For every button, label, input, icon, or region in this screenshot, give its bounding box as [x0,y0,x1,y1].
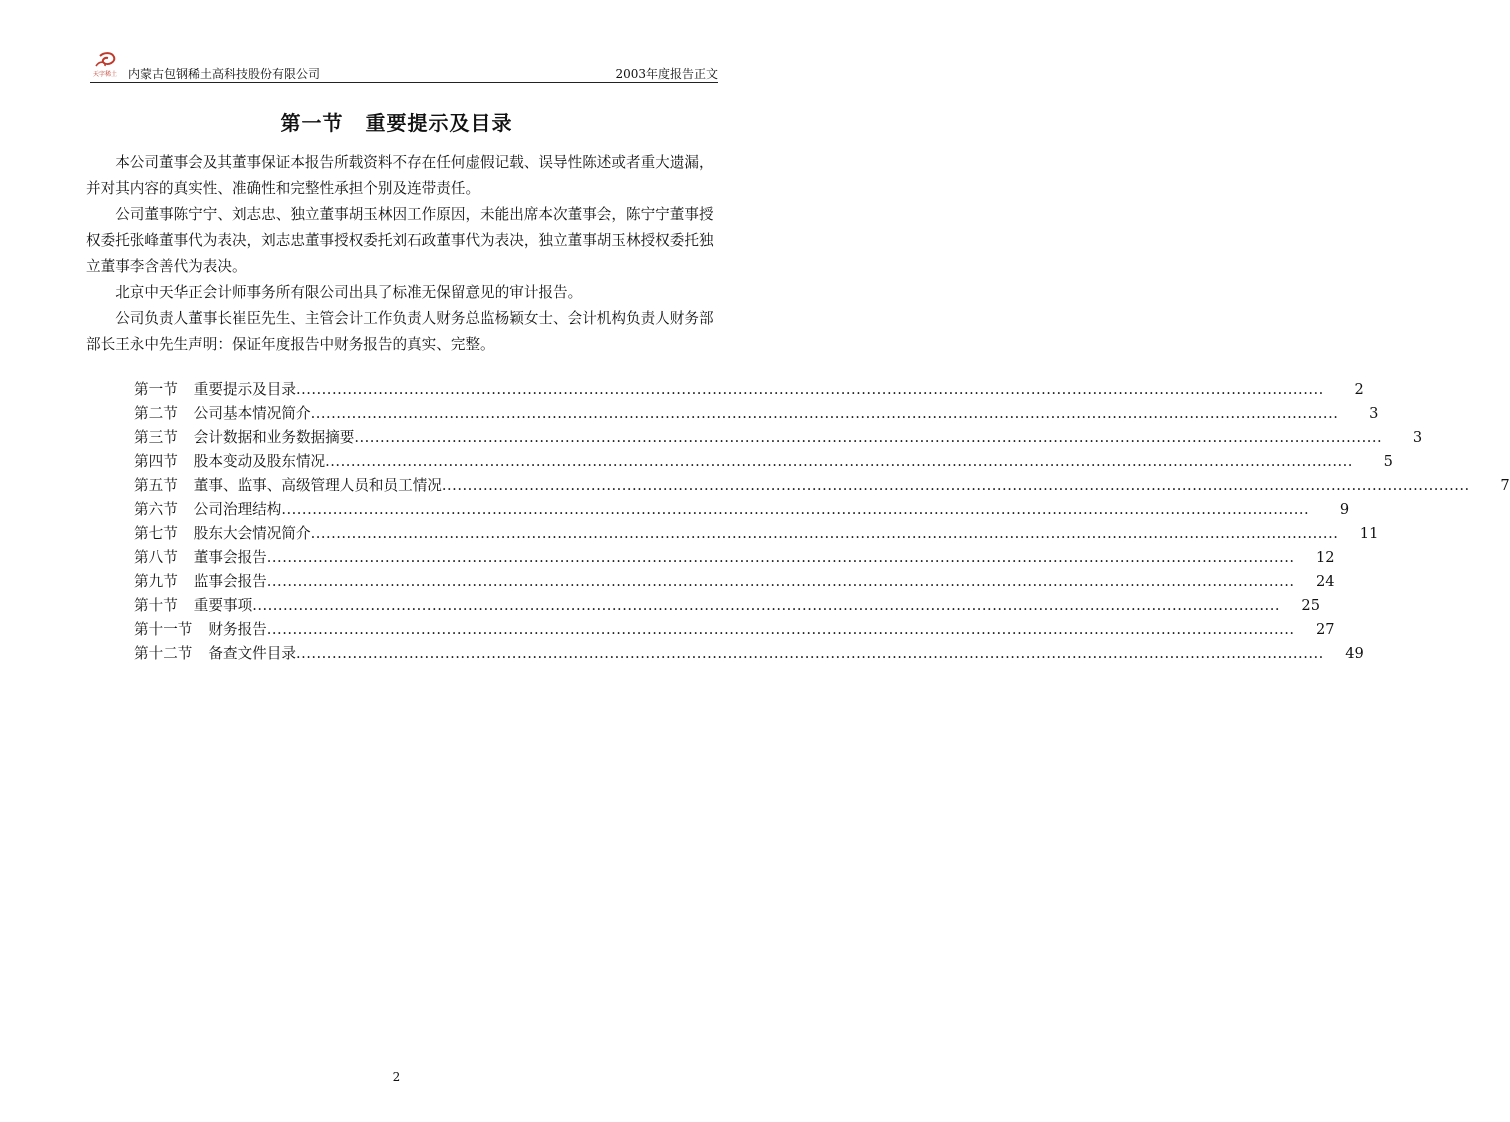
notice-paragraph: 公司董事陈宁宁、刘志忠、独立董事胡玉林因工作原因，未能出席本次董事会，陈宁宁董事授权委托张峰董事代为表决，刘志忠董事授权委托刘石政董事代为表决，独立董事胡玉林授权委托独立董事李含善代为表决。 [86,206,714,275]
toc-leader: ........................................................................................................................................................................................................ [281,501,1310,518]
toc-section: 第五节 [134,477,178,494]
toc-row[interactable] [134,546,1335,570]
toc-row[interactable] [134,594,1320,618]
toc-page: 2 [1354,381,1364,398]
toc-section: 第十一节 [134,621,193,638]
company-name: 内蒙古包钢稀土高科技股份有限公司 [128,67,321,81]
toc-title: 股本变动及股东情况 [193,453,326,470]
toc-page: 12 [1316,549,1335,566]
toc-section: 第八节 [134,549,178,566]
notice-paragraph: 公司负责人董事长崔臣先生、主管会计工作负责人财务总监杨颖女士、会计机构负责人财务部部长王永中先生声明：保证年度报告中财务报告的真实、完整。 [86,310,714,353]
toc-page: 49 [1345,645,1364,662]
title-name: 重要提示及目录 [365,111,513,135]
toc-title: 重要事项 [193,597,253,614]
toc-title: 股东大会情况简介 [193,525,311,542]
toc-leader: ........................................................................................................................................................................................................ [266,573,1295,590]
toc-title: 公司基本情况简介 [193,405,311,422]
toc-title: 备查文件目录 [208,645,296,662]
toc-title: 董事会报告 [193,549,267,566]
toc-row[interactable] [134,426,1423,450]
toc-row[interactable] [134,378,1364,402]
toc-row[interactable] [134,402,1379,426]
toc-leader: ........................................................................................................................................................................................................ [310,405,1339,422]
toc-row[interactable] [134,450,1393,474]
toc-leader: ........................................................................................................................................................................................................ [441,477,1470,494]
company-logo [90,52,122,78]
toc-title: 董事、监事、高级管理人员和员工情况 [193,477,442,494]
toc-leader: ........................................................................................................................................................................................................ [325,453,1353,470]
toc-section: 第七节 [134,525,178,542]
toc-row[interactable] [134,642,1364,666]
toc-section: 第四节 [134,453,178,470]
toc-section: 第十节 [134,597,178,614]
title-section: 第一节 [280,111,344,135]
toc-title: 重要提示及目录 [193,381,296,398]
toc-leader: ........................................................................................................................................................................................................ [354,429,1383,446]
toc-title: 监事会报告 [193,573,267,590]
toc-leader: ........................................................................................................................................................................................................ [310,525,1339,542]
notice-paragraph: 本公司董事会及其董事保证本报告所载资料不存在任何虚假记载、误导性陈述或者重大遗漏，并对其内容的真实性、准确性和完整性承担个别及连带责任。 [86,154,714,197]
toc-page: 5 [1383,453,1393,470]
toc-leader: ........................................................................................................................................................................................................ [295,645,1324,662]
toc-title: 会计数据和业务数据摘要 [193,429,355,446]
toc-page: 11 [1359,525,1379,542]
important-notice [86,150,721,358]
toc-section: 第三节 [134,429,178,446]
toc-page: 7 [1500,477,1510,494]
logo-text: 天字稀土 [93,71,118,78]
page-header [90,52,718,83]
toc-page: 27 [1316,621,1335,638]
page-number: 2 [392,1070,401,1084]
toc-section: 第六节 [134,501,178,518]
notice-paragraph: 北京中天华正会计师事务所有限公司出具了标准无保留意见的审计报告。 [115,284,583,301]
table-of-contents [134,378,1510,666]
toc-section: 第一节 [134,381,178,398]
toc-section: 第九节 [134,573,178,590]
toc-page: 25 [1301,597,1320,614]
toc-row[interactable] [134,522,1379,546]
toc-section: 第二节 [134,405,178,422]
toc-row[interactable] [134,618,1335,642]
toc-leader: ........................................................................................................................................................................................................ [266,549,1295,566]
toc-row[interactable] [134,474,1510,498]
toc-page: 3 [1369,405,1379,422]
toc-row[interactable] [134,498,1350,522]
toc-row[interactable] [134,570,1335,594]
report-tag: 2003年度报告正文 [615,67,718,81]
toc-title: 公司治理结构 [193,501,282,518]
toc-page: 3 [1412,429,1423,446]
toc-leader: ........................................................................................................................................................................................................ [252,597,1280,614]
toc-leader: ........................................................................................................................................................................................................ [295,381,1324,398]
page-title [0,107,793,136]
toc-section: 第十二节 [134,645,193,662]
toc-title: 财务报告 [208,621,267,638]
toc-page: 9 [1339,501,1350,518]
toc-leader: ........................................................................................................................................................................................................ [266,621,1295,638]
toc-page: 24 [1316,573,1335,590]
